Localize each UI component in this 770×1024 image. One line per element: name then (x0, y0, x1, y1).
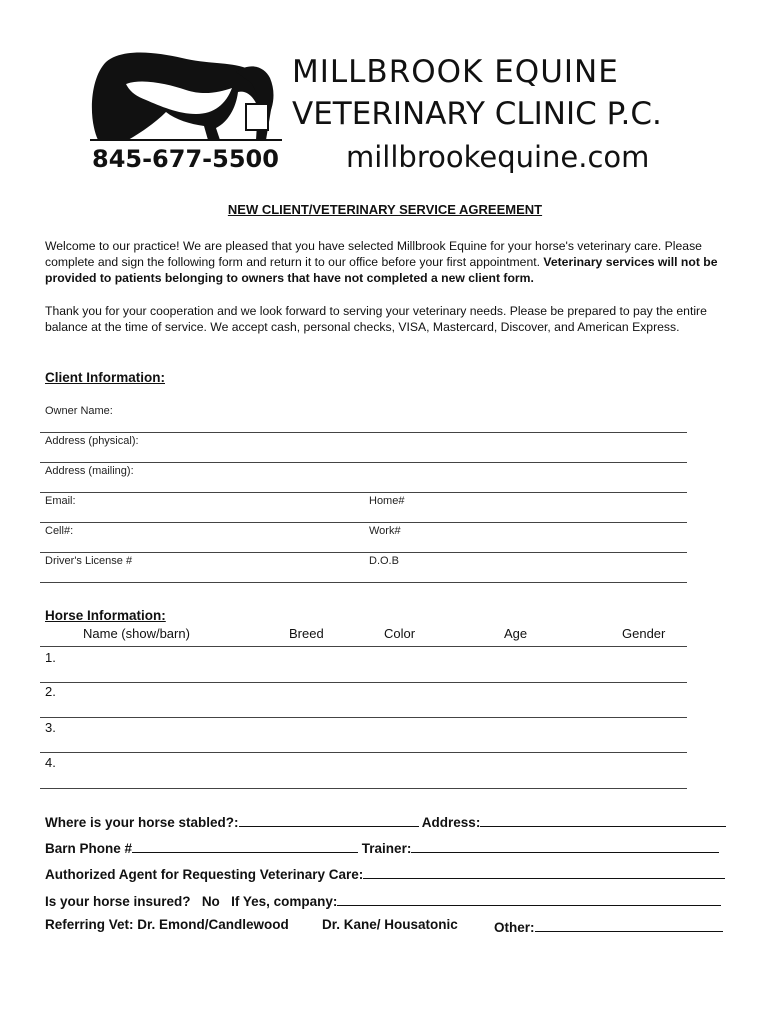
column-name: Name (show/barn) (83, 626, 190, 641)
intro-paragraph-2: Thank you for your cooperation and we look forward to serving your veterinary needs. Please be prepared to pay the entire balance at the time of service. We accept cash, personal checks, VISA, Mastercard, Discover, and American Express. (45, 304, 707, 334)
clinic-website: millbrookequine.com (346, 140, 650, 174)
column-gender: Gender (622, 626, 666, 641)
address-mailing-label: Address (mailing): (45, 465, 134, 477)
barn-phone-blank[interactable] (132, 838, 358, 853)
intro-bold-notice: Veterinary services will not be provided to patients belonging to owners that have not completed a new client form. (45, 255, 718, 285)
address-physical-line[interactable] (40, 462, 687, 463)
address-physical-label: Address (physical): (45, 435, 139, 447)
drivers-license-line[interactable] (40, 582, 687, 583)
referring-row (45, 917, 289, 932)
work-phone-label: Work# (369, 525, 401, 537)
stabled-blank[interactable] (239, 812, 419, 827)
referring-other-row (494, 917, 723, 935)
intro-text: Welcome to our practice! We are pleased that you have selected Millbrook Equine for your horse's veterinary care. Please complete and sign the following form and return it to our office before your first appointment. (45, 239, 702, 269)
cell-label: Cell#: (45, 525, 74, 537)
horse-logo-illustration (86, 48, 282, 144)
insured-no[interactable]: No (201, 894, 220, 909)
horse-row-2-line (40, 717, 687, 718)
horse-row-1-line (40, 682, 687, 683)
column-age: Age (504, 626, 528, 641)
referring-kane[interactable]: Dr. Kane/ Housatonic (322, 917, 458, 932)
column-color: Color (384, 626, 416, 641)
column-breed: Breed (289, 626, 324, 641)
horse-info-heading: Horse Information: (45, 608, 166, 623)
home-phone-label: Home# (369, 495, 405, 507)
clinic-phone: 845-677-5500 (92, 145, 279, 173)
clinic-name-line2: VETERINARY CLINIC P.C. (292, 96, 662, 132)
owner-name-label: Owner Name: (45, 405, 113, 417)
form-title: NEW CLIENT/VETERINARY SERVICE AGREEMENT (227, 202, 543, 217)
address-mailing-line[interactable] (40, 492, 687, 493)
stabled-label: Where is your horse stabled?: (45, 815, 239, 830)
barn-phone-label: Barn Phone # (45, 841, 133, 856)
horse-row-4[interactable]: 4. (45, 755, 56, 770)
dob-label: D.O.B (369, 555, 399, 567)
trainer-label: Trainer: (361, 841, 412, 856)
insurance-company-blank[interactable] (337, 891, 721, 906)
agent-row (45, 864, 725, 882)
other-label: Other: (494, 920, 535, 935)
horse-row-4-line (40, 788, 687, 789)
stabled-row (45, 812, 726, 830)
agent-blank[interactable] (363, 864, 725, 879)
trainer-blank[interactable] (411, 838, 719, 853)
barn-phone-row (45, 838, 719, 856)
owner-name-line[interactable] (40, 432, 687, 433)
referring-emond[interactable]: Referring Vet: Dr. Emond/Candlewood (45, 917, 289, 932)
cell-line[interactable] (40, 552, 687, 553)
email-label: Email: (45, 495, 76, 507)
horse-header-line (40, 646, 687, 647)
email-line[interactable] (40, 522, 687, 523)
agent-label: Authorized Agent for Requesting Veterinary Care: (45, 867, 364, 882)
other-blank[interactable] (535, 917, 723, 932)
intro-paragraph-1 (45, 238, 735, 286)
insured-row (45, 891, 721, 909)
address-label: Address: (421, 815, 481, 830)
horse-row-3-line (40, 752, 687, 753)
horse-row-3[interactable]: 3. (45, 720, 56, 735)
drivers-license-label: Driver's License # (45, 555, 133, 567)
insured-label: Is your horse insured? (45, 894, 191, 909)
if-yes-label: If Yes, company: (231, 894, 338, 909)
client-info-heading: Client Information: (45, 370, 165, 385)
address-blank[interactable] (480, 812, 726, 827)
horse-row-2[interactable]: 2. (45, 684, 56, 699)
clinic-name-line1: MILLBROOK EQUINE (292, 54, 619, 90)
horse-row-1[interactable]: 1. (45, 650, 56, 665)
